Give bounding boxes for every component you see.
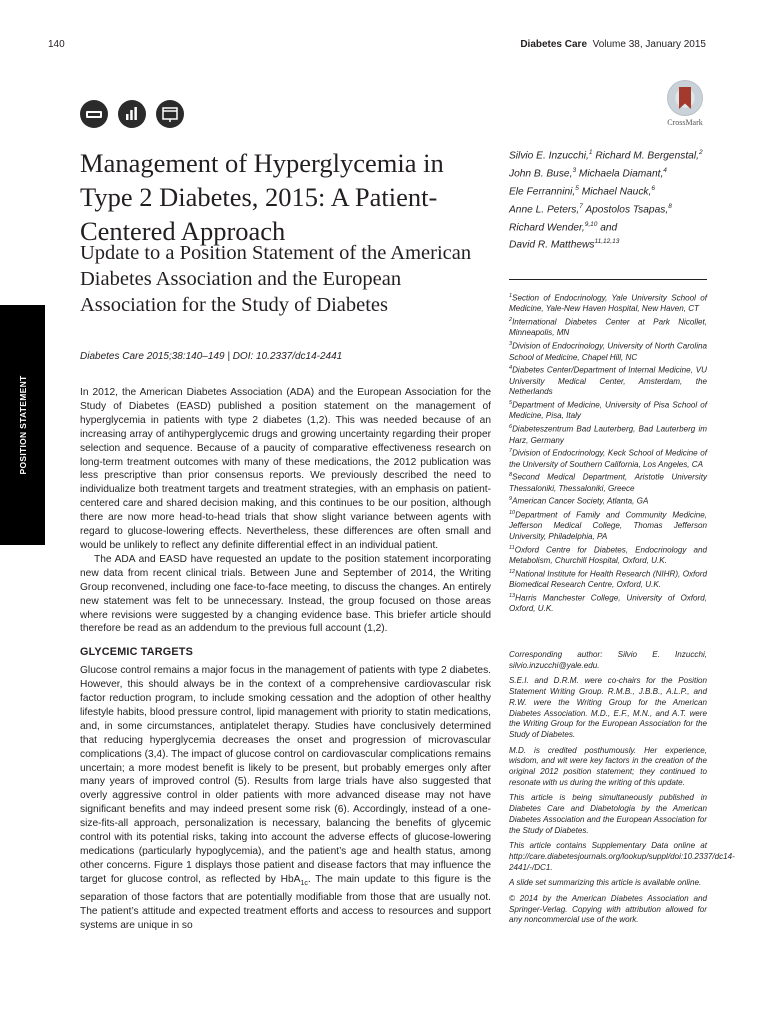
affiliation <box>509 363 707 398</box>
bar-chart-icon[interactable] <box>118 100 146 128</box>
affiliation <box>509 543 707 567</box>
affiliation-number: 8 <box>509 472 513 479</box>
affiliation-number: 5 <box>509 400 513 407</box>
crossmark-icon <box>667 80 703 116</box>
affiliation-number: 9 <box>509 496 513 503</box>
author-name: John B. Buse, <box>509 168 573 180</box>
affiliation-text: Oxford Centre for Diabetes, Endocrinology and Metabolism, Churchill Hospital, Oxford, U.K. <box>509 545 707 566</box>
affiliation-ref: 8 <box>668 202 672 210</box>
affiliation-number: 11 <box>509 544 515 551</box>
author-name: David R. Matthews <box>509 239 595 251</box>
affiliation-text: Second Medical Department, Aristotle University Thessaloniki, Thessaloniki, Greece <box>509 473 707 493</box>
affiliation-text: American Cancer Society, Atlanta, GA <box>512 497 649 507</box>
paragraph-text: . The main update to this figure is the separation of those factors that are potentially modifiable from those that are usually not. The patient’s attitude and expected treatment efforts and access to resources and support systems are unique in so <box>80 873 491 931</box>
body-text <box>80 386 491 932</box>
note: This article contains Supplementary Data online at http://care.diabetesjournals.org/lookup/suppl/doi:10.2337/dc14-2441/-/DC1. <box>509 841 735 872</box>
paragraph: The ADA and EASD have requested an update to the position statement incorporating new data from recent clinical trials. Between June and September of 2014, the Writing Group reconvened, including one face-to-face meeting, to discuss the changes. An entirely new statement was felt to be unnecessary. Instead, the group focused on those areas where revisions were suggested by a changing evidence base. This briefer article should therefore be read as an addendum to the previous full account (1,2). <box>80 553 491 635</box>
author-list <box>509 146 714 253</box>
article-icons <box>80 100 184 128</box>
section-heading: GLYCEMIC TARGETS <box>80 646 193 659</box>
author-name: Silvio E. Inzucchi, <box>509 150 589 162</box>
note: Corresponding author: Silvio E. Inzucchi, silvio.inzucchi@yale.edu. <box>509 650 707 670</box>
affiliations <box>509 291 707 615</box>
affiliation-text: Division of Endocrinology, University of North Carolina School of Medicine, Chapel Hill, NC <box>509 341 707 362</box>
affiliation <box>509 470 707 494</box>
affiliation <box>509 494 707 507</box>
affiliation-number: 12 <box>509 568 516 575</box>
article-type-label: POSITION STATEMENT <box>17 375 28 475</box>
subscript: 1c <box>300 879 308 887</box>
affiliation <box>509 315 707 339</box>
affiliation-ref: 2 <box>698 149 703 156</box>
affiliation-number: 2 <box>509 317 513 324</box>
journal-name: Diabetes Care <box>520 39 588 50</box>
author-name: Michaela Diamant, <box>578 168 664 180</box>
affiliation-ref: 7 <box>579 202 583 210</box>
affiliation <box>509 591 707 615</box>
author-name: Richard Wender, <box>509 221 585 233</box>
note: This article is being simultaneously published in Diabetes Care and Diabetologia by the American Diabetes Association and the European Association for the Study of Diabetes. <box>509 793 707 835</box>
paragraph: In 2012, the American Diabetes Association (ADA) and the European Association for the Study of Diabetes (EASD) published a position statement on the management of hyperglycemia in patients with type 2 diabetes (1,2). This was needed because of an increasing array of antihyperglycemic drugs and growing uncertainty regarding their proper selection and sequence. Because of a paucity of comparative effectiveness research on long-term treatment outcomes with many of these medications, the 2012 publication was less prescriptive than prior consensus reports. We previously described the need to individualize both treatment targets and treatment strategies, with an emphasis on patient-centered care and shared decision making, and this continues to be our position, although there are now more head-to-head trials that show slight variance between agents with regard to glucose-lowering effects. Nevertheless, these differences are often small and would be unlikely to reflect any definite differential effect in an individual patient. <box>80 387 491 551</box>
note: © 2014 by the American Diabetes Association and Springer-Verlag. Copying with attribution allowed for any noncommercial use of the work. <box>509 894 707 925</box>
affiliation-text: Diabetes Center/Department of Internal Medicine, VU University Medical Center, Amsterdam, the Netherlands <box>509 365 707 397</box>
paragraph <box>80 664 491 932</box>
author-name: Apostolos Tsapas, <box>585 204 669 216</box>
affiliation <box>509 508 707 543</box>
author-name: Richard M. Bergenstal, <box>595 150 699 162</box>
affiliation-text: Section of Endocrinology, Yale University School of Medicine, Yale-New Haven Hospital, New Haven, CT <box>509 293 707 314</box>
affiliation-number: 1 <box>509 293 513 299</box>
citation-line: Diabetes Care 2015;38:140–149 | DOI: 10.2337/dc14-2441 <box>80 351 343 362</box>
affiliation-text: Harris Manchester College, University of Oxford, Oxford, U.K. <box>509 593 707 614</box>
affiliation-text: Division of Endocrinology, Keck School of Medicine of the University of Southern California, Los Angeles, CA <box>509 448 707 469</box>
affiliation <box>509 422 707 446</box>
author-name: and <box>600 221 618 233</box>
author-name: Anne L. Peters, <box>509 204 580 216</box>
affiliation-number: 10 <box>509 509 516 516</box>
affiliation-number: 7 <box>509 448 513 455</box>
affiliation-number: 4 <box>509 365 513 372</box>
affiliation-ref: 6 <box>651 184 655 192</box>
affiliation-text: International Diabetes Center at Park Nicollet, Minneapolis, MN <box>509 317 707 338</box>
article-subtitle: Update to a Position Statement of the American Diabetes Association and the European Association for the Study of Diabetes <box>80 242 472 316</box>
author-name: Ele Ferrannini, <box>509 186 576 198</box>
divider <box>509 279 707 280</box>
affiliation-ref: 11,12,13 <box>594 238 620 246</box>
affiliation-number: 3 <box>509 341 513 348</box>
affiliation-ref: 5 <box>575 184 579 192</box>
slides-icon[interactable] <box>156 100 184 128</box>
affiliation-ref: 1 <box>588 149 593 156</box>
affiliation-text: Diabeteszentrum Bad Lauterberg, Bad Lauterberg im Harz, Germany <box>509 424 707 445</box>
affiliation-ref: 4 <box>663 166 667 174</box>
crossmark-badge[interactable] <box>660 80 710 127</box>
affiliation-text: National Institute for Health Research (NIHR), Oxford Biomedical Research Centre, Oxford, U.K. <box>509 569 707 590</box>
paragraph-text: Glucose control remains a major focus in the management of patients with type 2 diabetes. However, this should always be in the context of a comprehensive cardiovascular risk factor reduction program, to include smoking cessation and the adoption of other healthy lifestyle habits, blood pressure control, lipid management with priority to statin medications, and, in some circumstances, antiplatelet therapy. Studies have conclusively determined that reducing hyperglycemia decreases the onset and progression of microvascular complications (3,4). The impact of glucose control on cardiovascular complications remains uncertain; a more modest benefit is likely to be present, but probably emerges only after many years of improved control (5). Results from large trials have also suggested that overly aggressive control in older patients with more advanced disease may not have significant benefits and may indeed present some risk (6). Accordingly, instead of a one-size-fits-all approach, personalization is necessary, balancing the benefits of glycemic control with its potential risks, taking into account the adverse effects of glucose-lowering medications (particularly hypoglycemia), and the patient’s age and health status, among other concerns. Figure 1 displays those patient and disease factors that may influence the target for glucose control, as reflected by HbA <box>80 665 491 885</box>
affiliation-ref: 3 <box>572 166 577 174</box>
affiliation-text: Department of Family and Community Medicine, Jefferson Medical College, Thomas Jefferson University, Philadelphia, PA <box>509 510 707 541</box>
article-type-tab <box>0 305 45 545</box>
affiliation-number: 6 <box>509 424 513 431</box>
article-notes <box>509 650 735 931</box>
affiliation <box>509 398 707 422</box>
running-head <box>520 39 706 50</box>
affiliation <box>509 339 707 363</box>
affiliation-number: 13 <box>509 592 516 599</box>
affiliation <box>509 567 707 591</box>
note: A slide set summarizing this article is available online. <box>509 878 702 888</box>
article-title: Management of Hyperglycemia in Type 2 Diabetes, 2015: A Patient-Centered Approach <box>80 148 444 246</box>
note: M.D. is credited posthumously. Her experience, wisdom, and wit were key factors in the creation of the original 2012 position statement; they continued to resonate with us during the writing of this update. <box>509 745 707 787</box>
free-badge-icon[interactable] <box>80 100 108 128</box>
affiliation-text: Department of Medicine, University of Pisa School of Medicine, Pisa, Italy <box>509 400 707 421</box>
page-number: 140 <box>48 39 65 50</box>
author-name: Michael Nauck, <box>581 186 652 198</box>
affiliation <box>509 446 707 470</box>
note: S.E.I. and D.R.M. were co-chairs for the Position Statement Writing Group. R.M.B., J.B.B., A.L.P., and R.W. were the Writing Group for the American Diabetes Association. M.D., E.F., M.N., and A.T. were the Writing Group for the European Association for the Study of Diabetes. <box>509 676 707 739</box>
affiliation <box>509 291 707 315</box>
crossmark-label: CrossMark <box>667 118 703 127</box>
volume-info: Volume 38, January 2015 <box>592 39 706 50</box>
affiliation-ref: 9,10 <box>584 220 598 228</box>
